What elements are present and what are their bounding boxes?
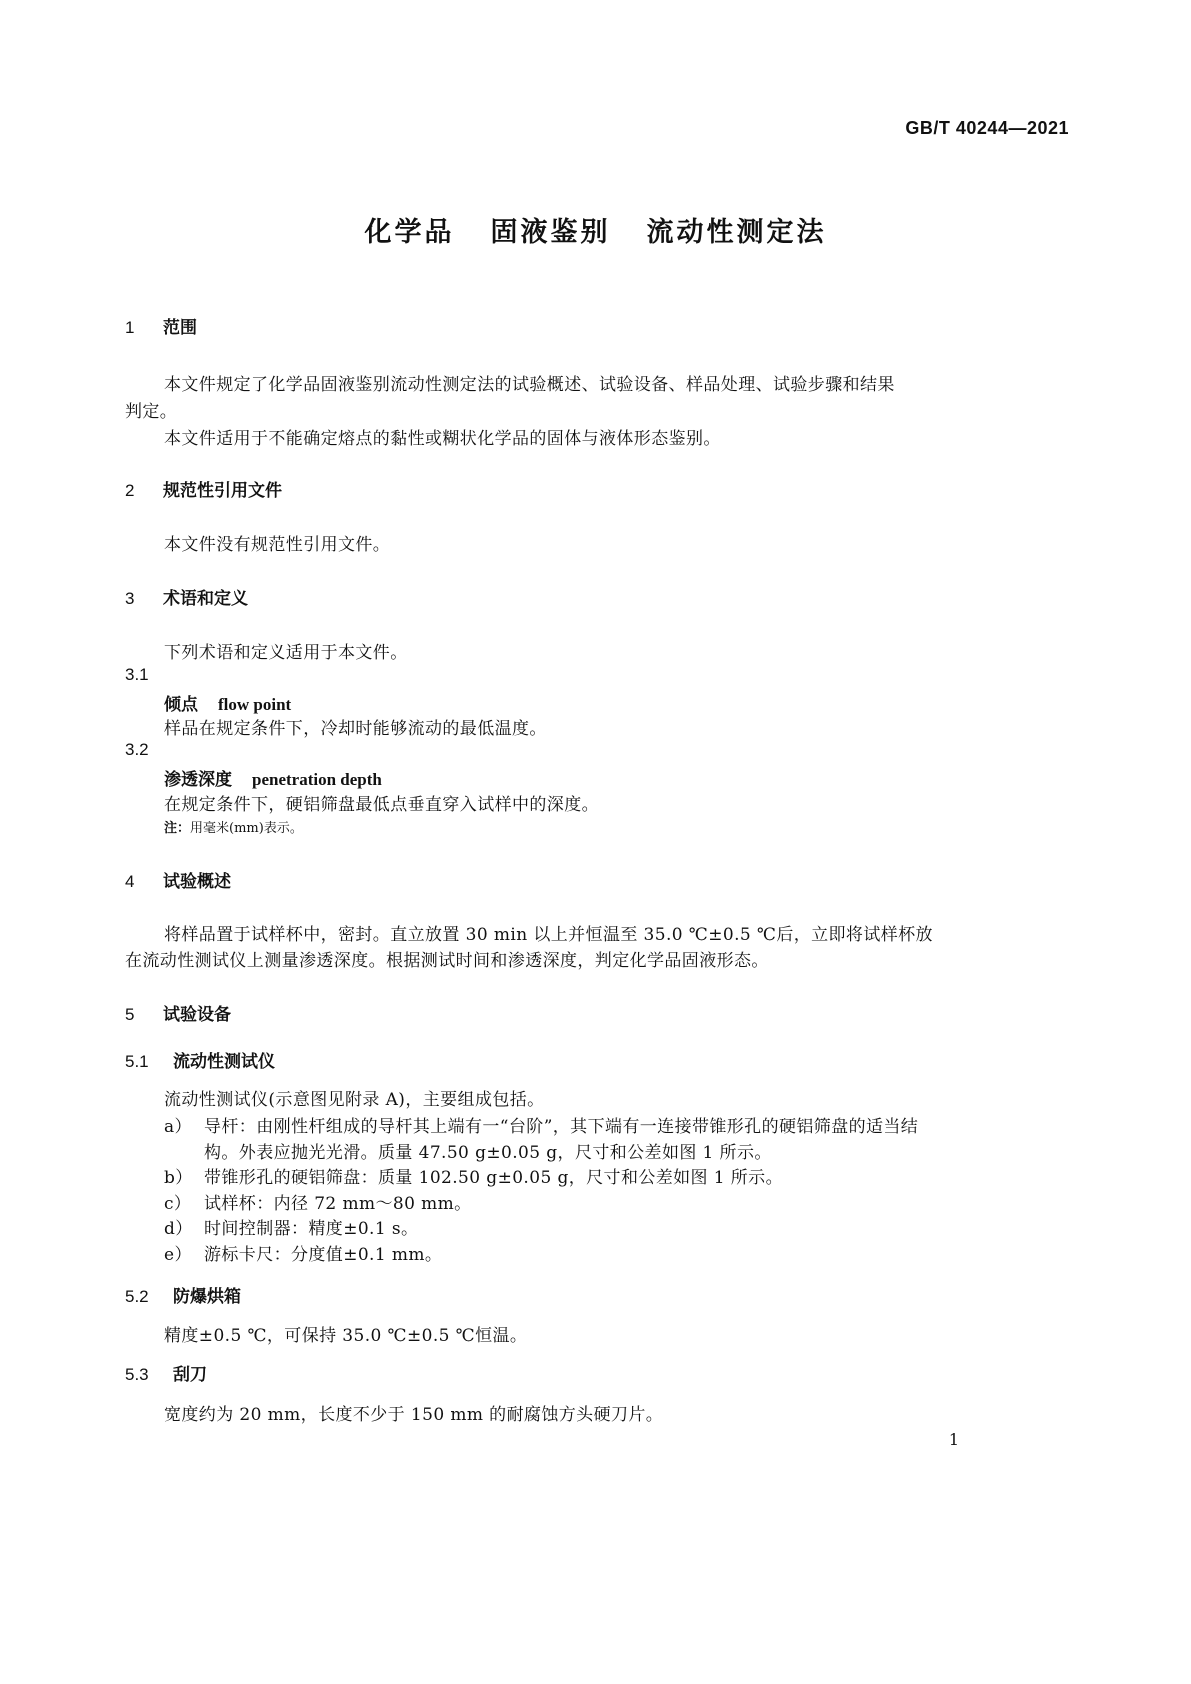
section-4-heading xyxy=(125,867,231,892)
term-en: flow point xyxy=(218,695,292,714)
list-label: d） xyxy=(164,1219,193,1239)
section-3-intro: 下列术语和定义适用于本文件。 xyxy=(164,643,408,663)
section-1-paragraph-1-line-2: 判定。 xyxy=(125,402,178,422)
section-number: 4 xyxy=(125,872,135,891)
list-label: e） xyxy=(164,1245,192,1265)
list-item-e xyxy=(164,1240,442,1265)
list-item-d xyxy=(164,1214,418,1239)
list-text: 试样杯：内径 72 mm～80 mm。 xyxy=(204,1194,472,1214)
list-item-a xyxy=(164,1112,918,1137)
section-5-3-heading xyxy=(125,1360,207,1385)
section-number: 5 xyxy=(125,1005,135,1024)
section-2-paragraph: 本文件没有规范性引用文件。 xyxy=(164,535,391,555)
section-title: 术语和定义 xyxy=(163,589,248,609)
section-title: 试验设备 xyxy=(163,1005,231,1025)
list-label: a） xyxy=(164,1117,192,1137)
section-5-3-paragraph: 宽度约为 20 mm，长度不少于 150 mm 的耐腐蚀方头硬刀片。 xyxy=(164,1405,664,1425)
section-title: 范围 xyxy=(163,318,197,338)
page-number: 1 xyxy=(948,1430,959,1449)
term-3-1-title xyxy=(164,690,291,715)
section-5-1-heading xyxy=(125,1047,275,1072)
term-3-1-definition: 样品在规定条件下，冷却时能够流动的最低温度。 xyxy=(164,719,547,739)
term-3-2-definition: 在规定条件下，硬铝筛盘最低点垂直穿入试样中的深度。 xyxy=(164,795,599,815)
list-text: 游标卡尺：分度值±0.1 mm。 xyxy=(204,1245,443,1265)
subsection-title: 流动性测试仪 xyxy=(173,1052,275,1072)
title-part-2: 固液鉴别 xyxy=(490,217,611,248)
section-5-1-intro: 流动性测试仪(示意图见附录 A)，主要组成包括。 xyxy=(164,1090,545,1110)
section-5-heading xyxy=(125,1000,231,1025)
section-number: 3 xyxy=(125,589,135,608)
section-1-paragraph-2: 本文件适用于不能确定熔点的黏性或糊状化学品的固体与液体形态鉴别。 xyxy=(164,429,721,449)
subsection-number: 5.1 xyxy=(125,1052,149,1071)
list-text: 导杆：由刚性杆组成的导杆其上端有一“台阶”，其下端有一连接带锥形孔的硬铝筛盘的适当结 xyxy=(204,1117,919,1137)
term-3-2-note xyxy=(164,817,303,836)
section-5-2-paragraph: 精度±0.5 ℃，可保持 35.0 ℃±0.5 ℃恒温。 xyxy=(164,1326,528,1346)
section-4-line-2: 在流动性测试仪上测量渗透深度。根据测试时间和渗透深度，判定化学品固液形态。 xyxy=(125,951,769,971)
note-label: 注： xyxy=(164,821,191,836)
section-4-line-1: 将样品置于试样杯中，密封。直立放置 30 min 以上并恒温至 35.0 ℃±0.5 ℃后，立即将试样杯放 xyxy=(164,925,933,945)
subsection-number: 5.2 xyxy=(125,1287,149,1306)
section-5-2-heading xyxy=(125,1282,241,1307)
section-2-heading xyxy=(125,476,282,501)
list-text: 时间控制器：精度±0.1 s。 xyxy=(204,1219,419,1239)
list-item-c xyxy=(164,1189,472,1214)
page-title xyxy=(0,210,1191,249)
list-item-a-line-2: 构。外表应抛光光滑。质量 47.50 g±0.05 g，尺寸和公差如图 1 所示。 xyxy=(204,1143,772,1163)
term-3-2-number: 3.2 xyxy=(125,740,149,759)
term-zh: 倾点 xyxy=(164,695,198,715)
term-en: penetration depth xyxy=(252,770,382,789)
subsection-number: 5.3 xyxy=(125,1365,149,1384)
term-3-1-number: 3.1 xyxy=(125,665,149,684)
list-text: 带锥形孔的硬铝筛盘：质量 102.50 g±0.05 g，尺寸和公差如图 1 所示。 xyxy=(204,1168,783,1188)
standard-number: GB/T 40244—2021 xyxy=(905,118,1069,138)
title-part-1: 化学品 xyxy=(364,217,455,248)
section-1-heading xyxy=(125,313,197,338)
section-number: 1 xyxy=(125,318,135,337)
title-part-3: 流动性测定法 xyxy=(646,217,827,248)
term-3-2-title xyxy=(164,765,382,790)
list-item-b xyxy=(164,1163,783,1188)
section-number: 2 xyxy=(125,481,135,500)
note-text: 用毫米(mm)表示。 xyxy=(190,821,303,836)
list-label: b） xyxy=(164,1168,193,1188)
term-zh: 渗透深度 xyxy=(164,770,232,790)
section-1-paragraph-1-line-1: 本文件规定了化学品固液鉴别流动性测定法的试验概述、试验设备、样品处理、试验步骤和结果 xyxy=(164,375,895,395)
list-label: c） xyxy=(164,1194,192,1214)
section-title: 规范性引用文件 xyxy=(163,481,282,501)
section-title: 试验概述 xyxy=(163,872,231,892)
subsection-title: 刮刀 xyxy=(173,1365,207,1385)
section-3-heading xyxy=(125,584,248,609)
subsection-title: 防爆烘箱 xyxy=(173,1287,241,1307)
